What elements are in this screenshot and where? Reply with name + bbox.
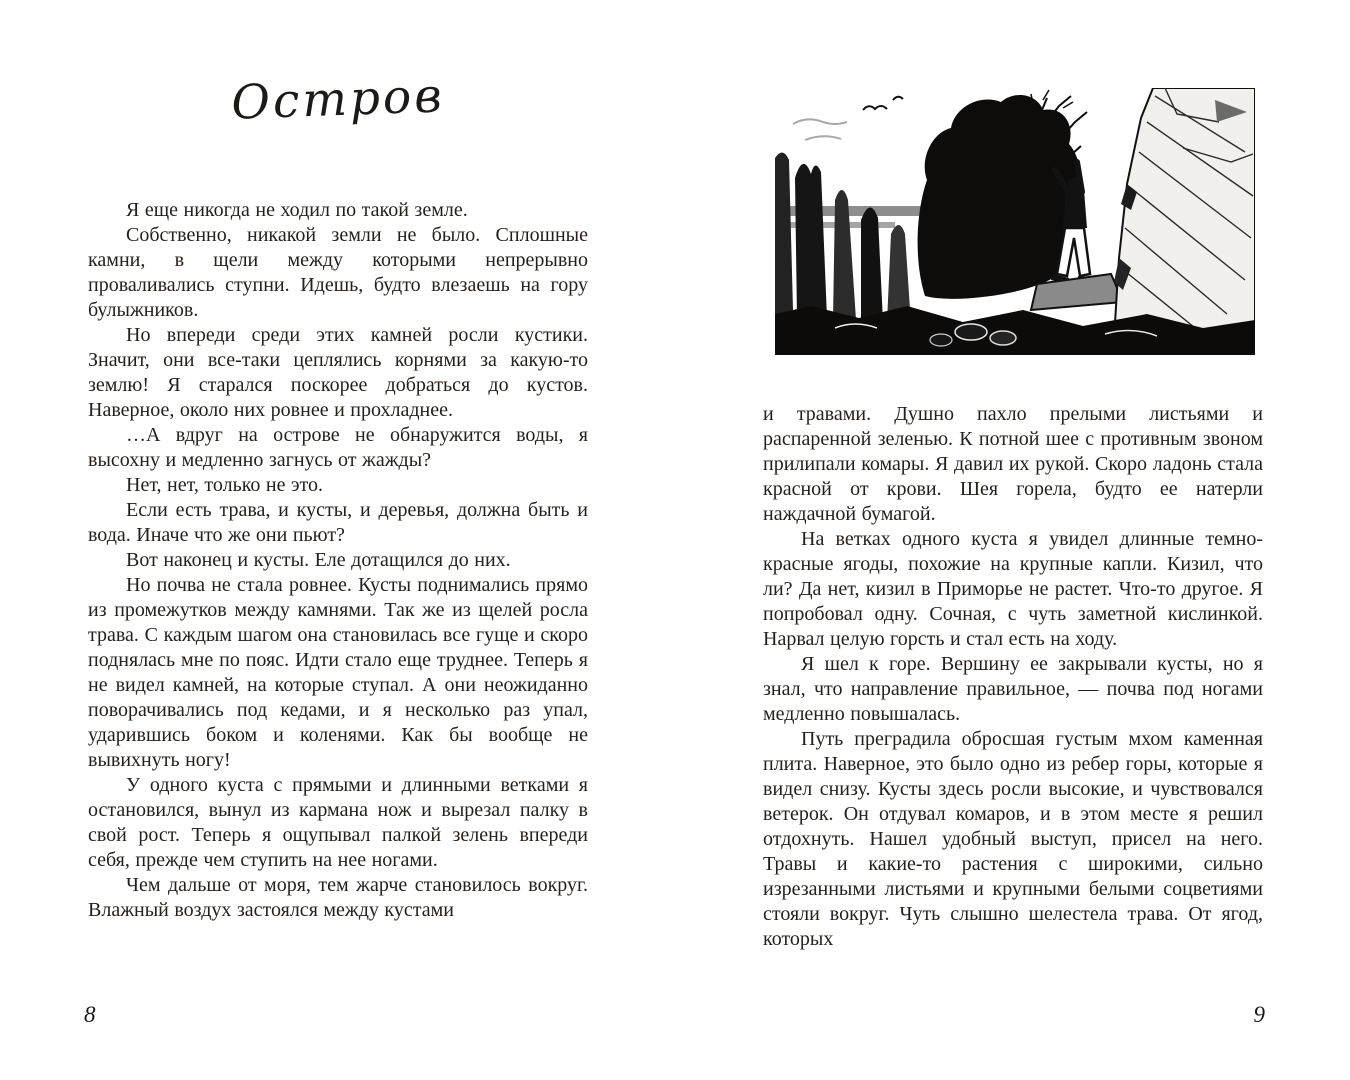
- paragraph: На ветках одного куста я увидел длинные темно-красные ягоды, похожие на крупные капли. Кизил, что ли? Да нет, кизил в Приморье не растет. Что-то другое. Я попробовал одну. Сочная, с чуть заметной кислинкой. Нарвал целую горсть и стал есть на ходу.: [763, 528, 1263, 650]
- paragraph: Я еще никогда не ходил по такой земле.: [126, 199, 468, 221]
- paragraph: Нет, нет, только не это.: [126, 474, 324, 496]
- paragraph: У одного куста с прямыми и длинными ветками я остановился, вынул из кармана нож и вырезал палку в свой рост. Теперь я ощупывал палкой зелень впереди себя, прежде чем ступить на нее ногами.: [88, 774, 588, 871]
- paragraph: Вот наконец и кусты. Еле дотащился до них.: [126, 549, 511, 571]
- page-right: [763, 0, 1263, 1080]
- chapter-title: Остров: [230, 68, 446, 131]
- paragraph: …А вдруг на острове не обнаружится воды, я высохну и медленно загнусь от жажды?: [88, 424, 588, 471]
- page-number-left: 8: [84, 1002, 96, 1027]
- illustration-svg: [775, 88, 1255, 355]
- paragraph: Собственно, никакой земли не было. Сплошные камни, в щели между которыми непрерывно проваливались ступни. Идешь, будто влезаешь на гору булыжников.: [88, 224, 588, 321]
- paragraph: Но почва не стала ровнее. Кусты поднимались прямо из промежутков между камнями. Так же из щелей росла трава. С каждым шагом она становилась все гуще и скоро поднялась мне по пояс. Идти стало еще труднее. Теперь я не видел камней, на которые ступал. А они неожиданно поворачивались под кедами, и я несколько раз упал, ударившись боком и коленями. Как бы вообще не вывихнуть ногу!: [88, 574, 588, 771]
- paragraph: Путь преградила обросшая густым мхом каменная плита. Наверное, это было одно из ребер горы, которые я видел снизу. Кусты здесь росли высокие, и чувствовался ветерок. Он отдувал комаров, и в этом месте я решил отдохнуть. Нашел удобный выступ, присел на него. Травы и какие-то растения с широкими, сильно изрезанными листьями и крупными белыми соцветиями стояли вокруг. Чуть слышно шелестела трава. От ягод, которых: [763, 728, 1263, 950]
- paragraph: Чем дальше от моря, тем жарче становилось вокруг. Влажный воздух застоялся между кустами: [88, 874, 588, 921]
- paragraph-continuation: и травами. Душно пахло прелыми листьями и распаренной зеленью. К потной шее с противным звоном прилипали комары. Я давил их рукой. Скоро ладонь стала красной от крови. Шея горела, будто ее натерли наждачной бумагой.: [763, 403, 1263, 525]
- paragraph: Если есть трава, и кусты, и деревья, должна быть и вода. Иначе что же они пьют?: [88, 499, 588, 546]
- page-number-right: 9: [1253, 1002, 1265, 1027]
- illustration-ink-drawing: [775, 88, 1255, 355]
- page-left-text: [88, 198, 588, 923]
- page-right-text: [763, 402, 1263, 952]
- paragraph: Я шел к горе. Вершину ее закрывали кусты, но я знал, что направление правильное, — почва под ногами медленно повышалась.: [763, 653, 1263, 725]
- paragraph: Но впереди среди этих камней росли кустики. Значит, они все-таки цеплялись корнями за какую-то землю! Я старался поскорее добраться до кустов. Наверное, около них ровнее и прохладнее.: [88, 324, 588, 421]
- page-left: [84, 0, 588, 1080]
